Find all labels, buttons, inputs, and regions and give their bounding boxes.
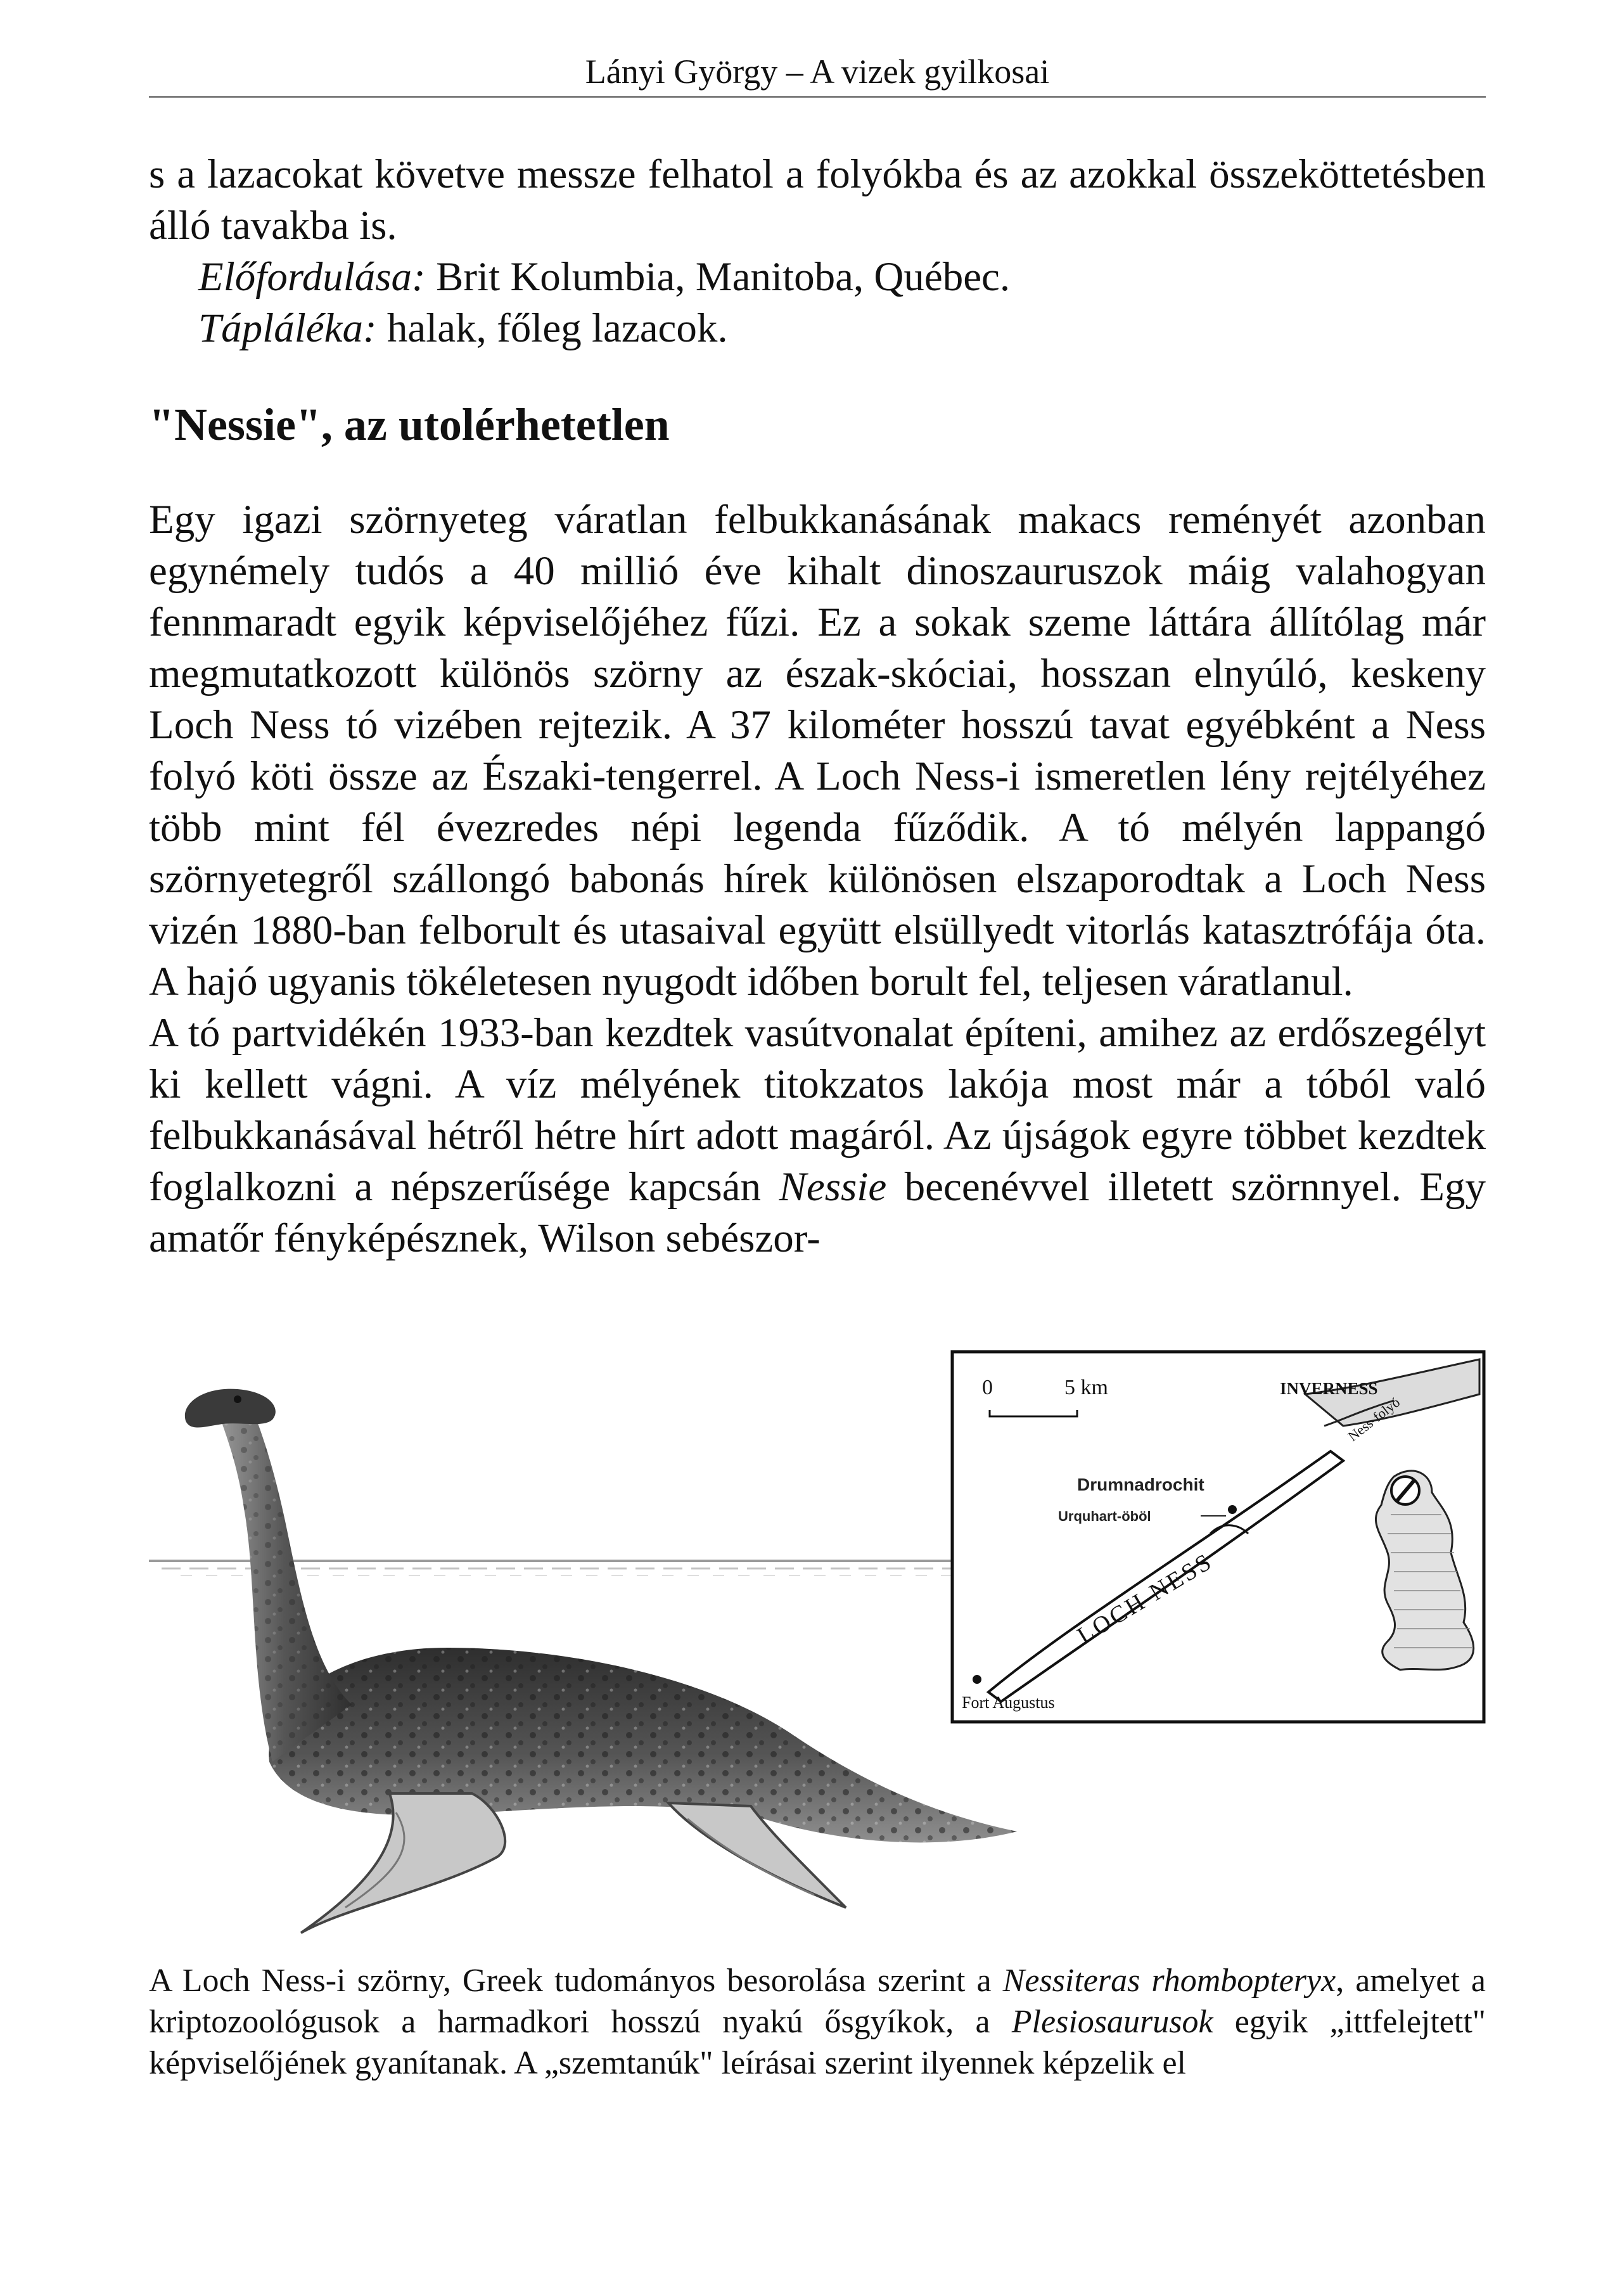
figure-caption [149,1960,1486,2084]
body-paragraph-1: Egy igazi szörnyeteg váratlan felbukkanásának makacs reményét azonban egynémely tudós a 40 millió éve kihalt dinoszauruszok máig valahogyan fennmaradt egyik képviselőjéhez fűzi. Ez a sokak szeme láttára állítólag már megmutatkozott különös szörny az észak-skóciai, hosszan elnyúló, keskeny Loch Ness tó vizében rejtezik. A 37 kilométer hosszú tavat egyébként a Ness folyó köti össze az Északi-tengerrel. A Loch Ness-i ismeretlen lény rejtélyéhez több mint fél évezredes népi legenda fűződik. A tó mélyén lappangó szörnyetegről szállongó babonás hírek különösen elszaporodtak a Loch Ness vizén 1880-ban felborult és utasaival együtt elsüllyedt vitorlás katasztrófája óta. A hajó ugyanis tökéletesen nyugodt időben borult fel, teljesen váratlanul. [149,497,1486,1004]
food-label: Tápláléka: [198,305,377,351]
label-urquhart: Urquhart-öböl [1058,1508,1151,1524]
caption-part-1: A Loch Ness-i szörny, Greek tudományos besorolása szerint a [149,1963,1003,1999]
nessie-name: Nessie [779,1164,887,1210]
occurrence-label: Előfordulása: [198,254,426,300]
occurrence-line [149,252,1486,303]
label-drumnadrochit: Drumnadrochit [1077,1475,1204,1494]
nessie-illustration [143,1350,1030,1939]
food-value: halak, főleg lazacok. [376,305,728,351]
running-header: Lányi György – A vizek gyilkosai [585,53,1050,91]
label-inverness: INVERNESS [1280,1379,1378,1398]
caption-genus: Plesiosaurusok [1011,2004,1213,2040]
caption-part-2: , amelyet a kriptozoológusok a harmadkori hosszú nyakú ősgyíkok, a [149,1963,1486,2040]
front-flipper [301,1793,505,1933]
monster-head [185,1389,276,1428]
occurrence-value: Brit Kolumbia, Manitoba, Québec. [425,254,1011,300]
body-paragraph-2 [149,1008,1486,1264]
fort-augustus-marker [973,1675,981,1684]
caption-species: Nessiteras rhombopteryx [1002,1963,1336,1999]
loch-ness-map [950,1350,1486,1724]
label-ness-river: Ness-folyó [1344,1394,1403,1444]
label-fort-augustus: Fort Augustus [962,1693,1055,1712]
article-body [149,494,1486,1264]
header-rule [149,96,1486,98]
caption-part-3: egyik „ittfelejtett" képviselőjének gyanítanak. A „szemtanúk" leírásai szerint ilyennek képzelik el [149,2004,1486,2081]
section-heading: "Nessie", az utolérhetetlen [149,399,670,450]
label-loch-ness: LOCH NESS [1073,1548,1218,1650]
intro-paragraph: s a lazacokat követve messze felhatol a folyókba és az azokkal összeköttetésben álló tavakba is. [149,151,1486,248]
intro-block [149,149,1486,354]
body-paragraph-2-start: A tó partvidékén 1933-ban kezdtek vasútvonalat építeni, amihez az erdőszegélyt ki kellett vágni. A víz mélyének titokzatos lakója most már a tóból való felbukkanásával hétről hétre hírt adott magáról. Az újságok egyre többet kezdtek foglalkozni a népszerűsége kapcsán [149,1010,1486,1210]
body-paragraph-2-end: becenévvel illetett szörnnyel. Egy amatőr fényképésznek, Wilson sebészor- [149,1164,1486,1261]
scale-zero: 0 [982,1376,993,1399]
monster-eye [234,1395,241,1403]
drumnadrochit-marker [1228,1505,1237,1514]
scale-km: 5 km [1064,1376,1108,1399]
food-line [149,303,1486,354]
